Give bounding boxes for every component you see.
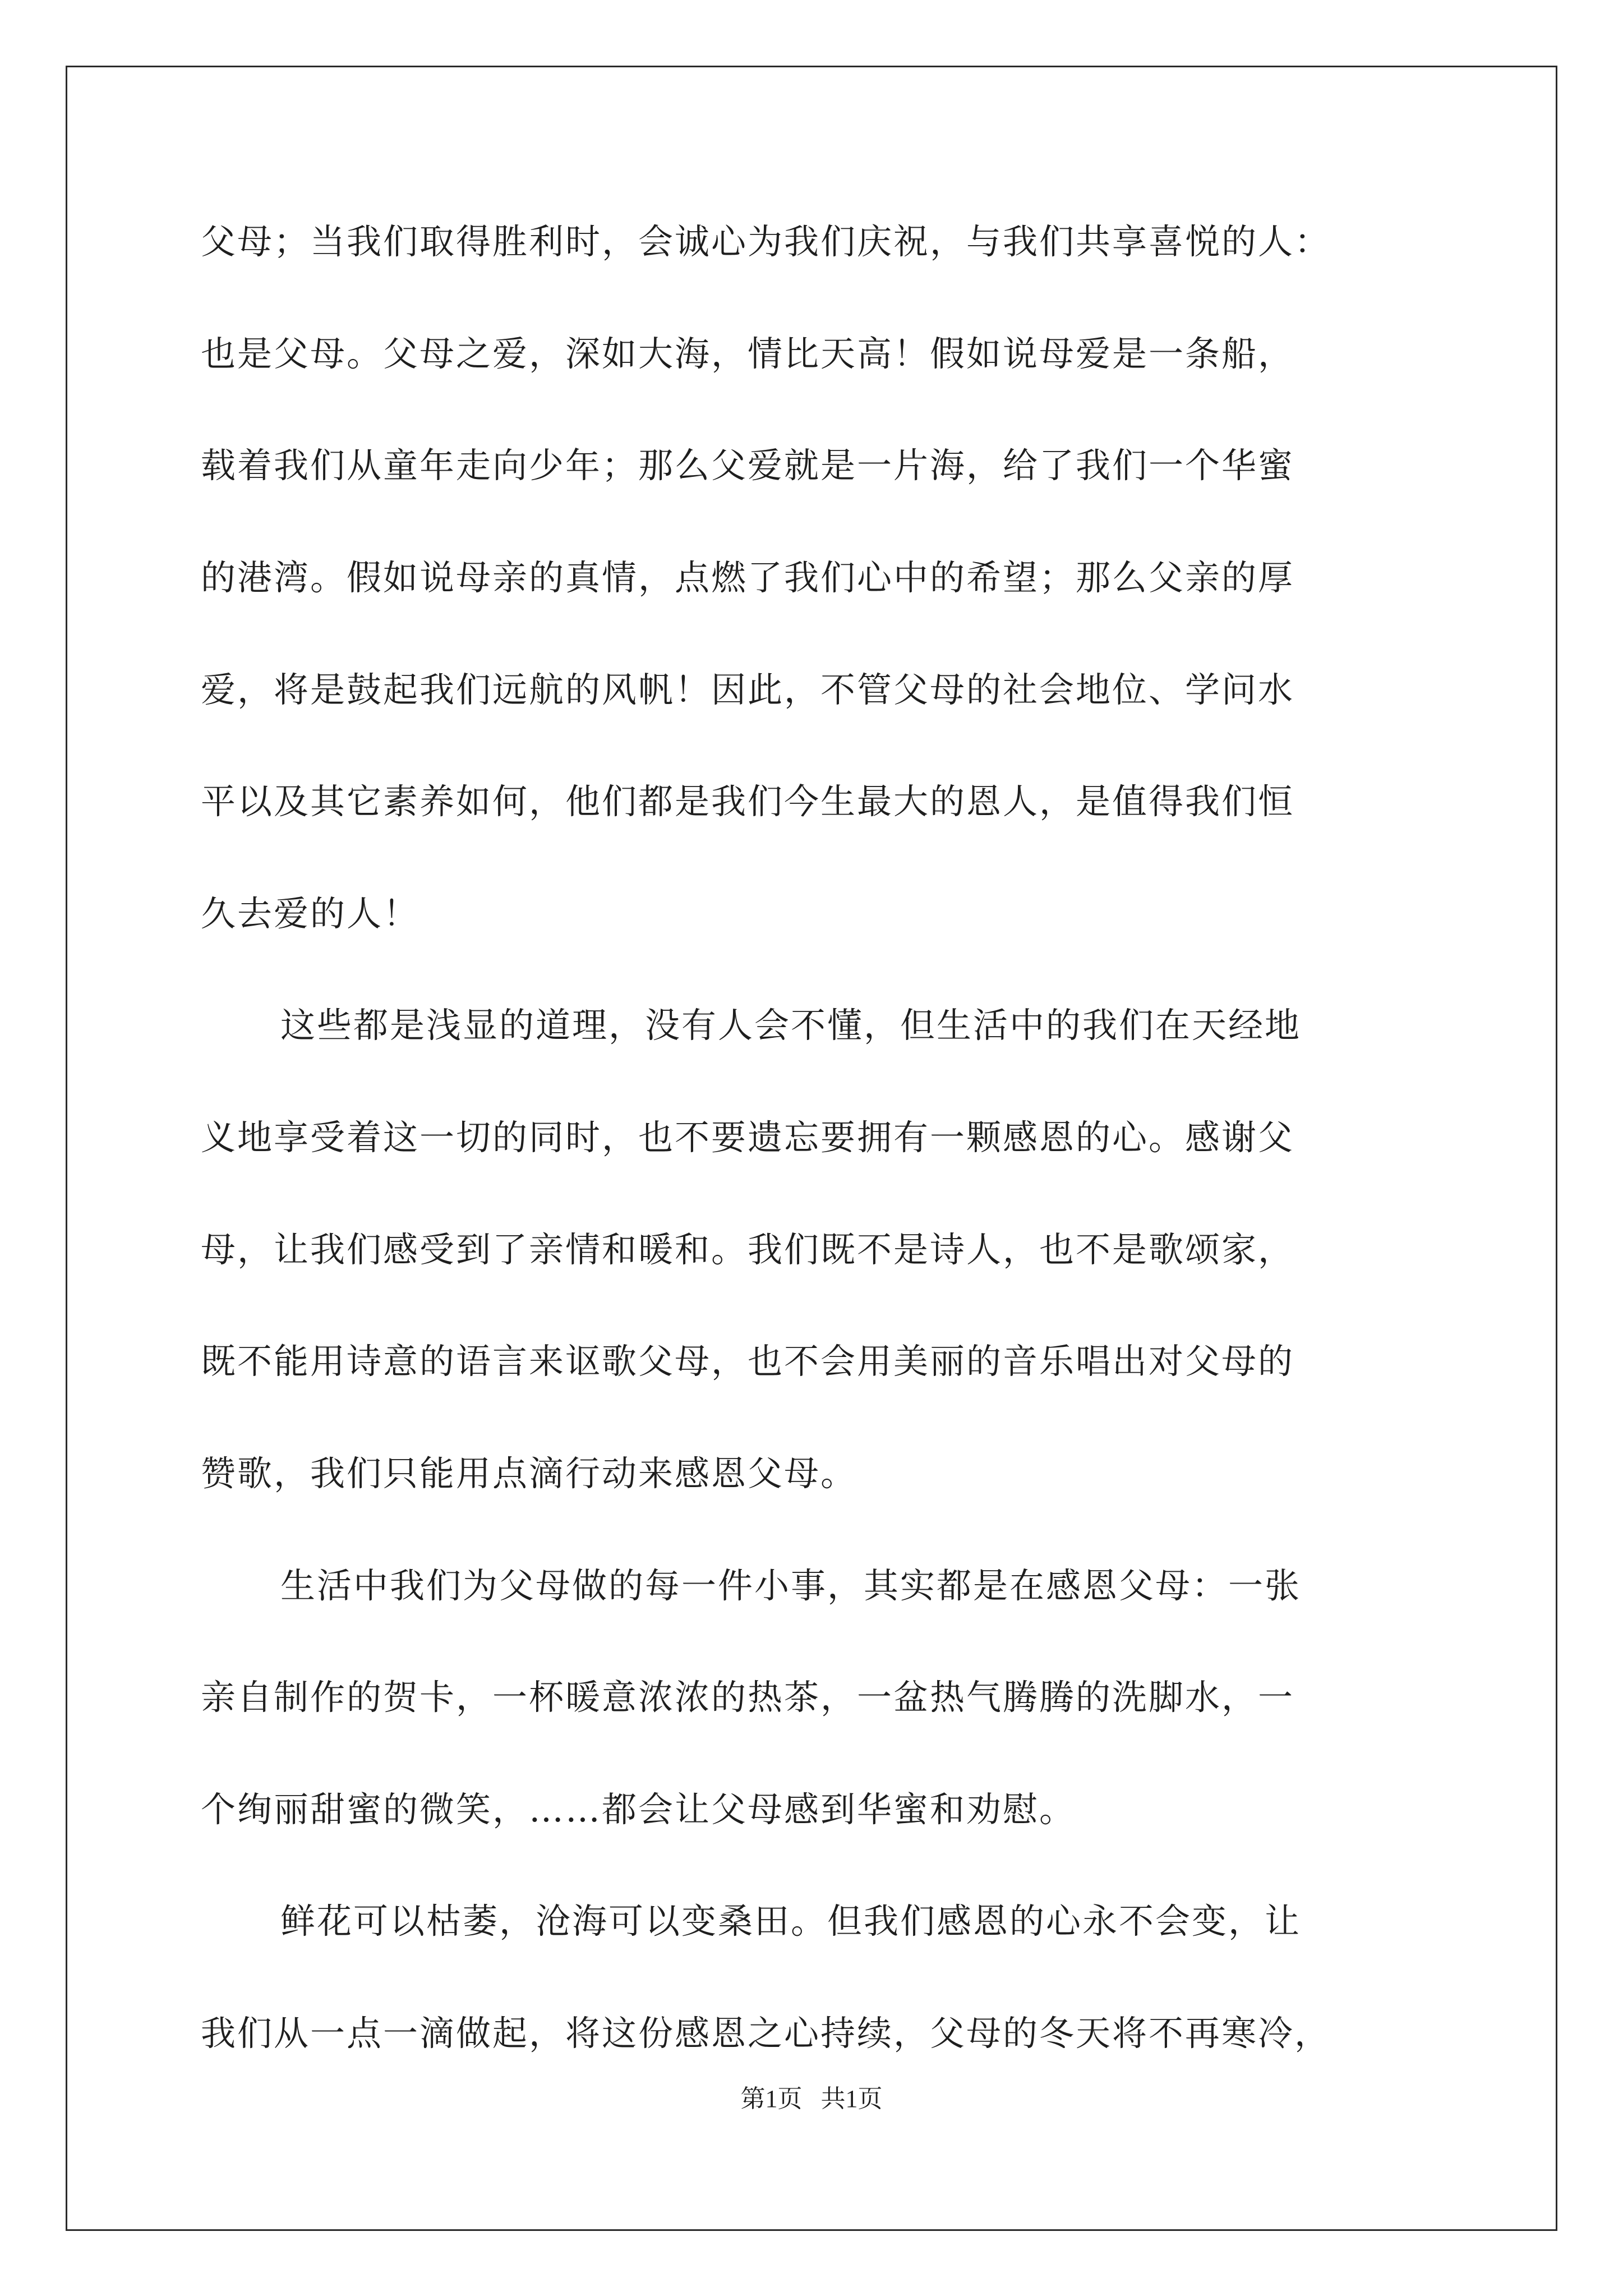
paragraph-start: 生活中我们为父母做的每一件小事，其实都是在感恩父母：一张 bbox=[280, 1565, 1302, 1606]
text-line: 父母；当我们取得胜利时，会诚心为我们庆祝，与我们共享喜悦的人： bbox=[201, 221, 1331, 262]
text-line: 母，让我们感受到了亲情和暖和。我们既不是诗人，也不是歌颂家， bbox=[201, 1229, 1295, 1270]
text-line: 个绚丽甜蜜的微笑，……都会让父母感到华蜜和劝慰。 bbox=[201, 1789, 1076, 1830]
text-line: 义地享受着这一切的同时，也不要遗忘要拥有一颗感恩的心。感谢父 bbox=[201, 1117, 1295, 1158]
text-line: 载着我们从童年走向少年；那么父爱就是一片海，给了我们一个华蜜 bbox=[201, 445, 1295, 486]
text-line: 的港湾。假如说母亲的真情，点燃了我们心中的希望；那么父亲的厚 bbox=[201, 557, 1295, 598]
text-line: 既不能用诗意的语言来讴歌父母，也不会用美丽的音乐唱出对父母的 bbox=[201, 1341, 1295, 1382]
text-line: 我们从一点一滴做起，将这份感恩之心持续，父母的冬天将不再寒冷， bbox=[201, 2013, 1331, 2054]
page-number: 第1页 共1页 bbox=[740, 2085, 883, 2113]
text-line: 久去爱的人！ bbox=[201, 893, 420, 934]
text-line: 也是父母。父母之爱，深如大海，情比天高！假如说母爱是一条船， bbox=[201, 333, 1295, 374]
paragraph-start: 这些都是浅显的道理，没有人会不懂，但生活中的我们在天经地 bbox=[280, 1005, 1302, 1046]
text-line: 亲自制作的贺卡，一杯暖意浓浓的热茶，一盆热气腾腾的洗脚水，一 bbox=[201, 1677, 1295, 1718]
text-line: 平以及其它素养如何，他们都是我们今生最大的恩人，是值得我们恒 bbox=[201, 781, 1295, 822]
text-line: 赞歌，我们只能用点滴行动来感恩父母。 bbox=[201, 1453, 857, 1494]
paragraph-start: 鲜花可以枯萎，沧海可以变桑田。但我们感恩的心永不会变，让 bbox=[280, 1901, 1302, 1941]
text-line: 爱，将是鼓起我们远航的风帆！因此，不管父母的社会地位、学问水 bbox=[201, 669, 1295, 710]
